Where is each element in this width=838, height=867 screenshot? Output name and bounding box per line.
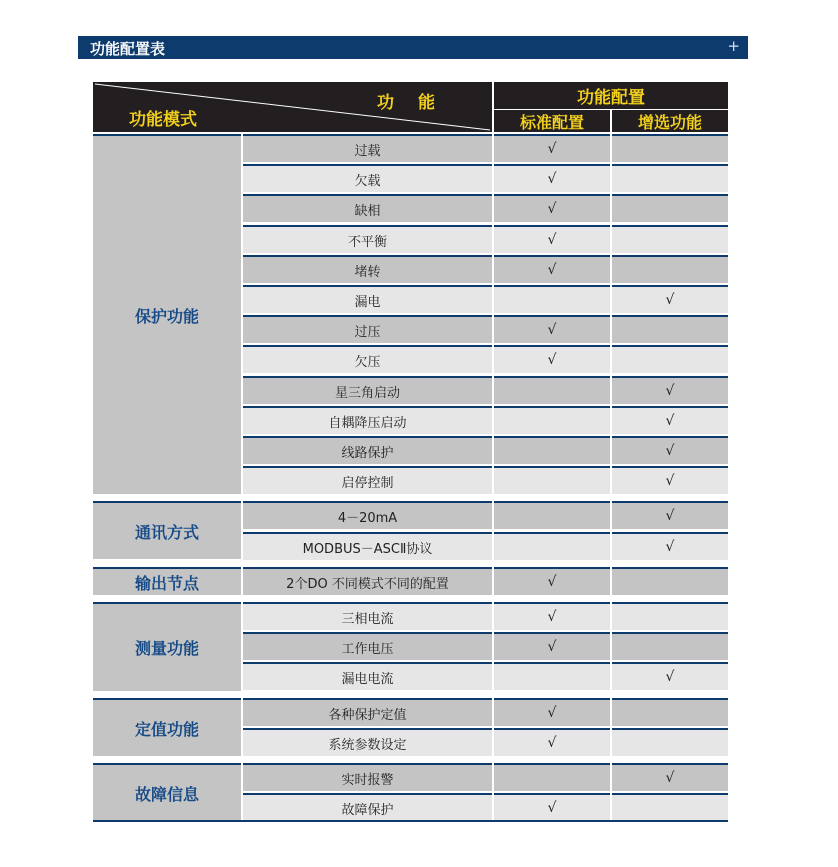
- optional-cell: [612, 164, 728, 192]
- standard-cell: [494, 225, 610, 253]
- group-name: 故障信息: [134, 784, 199, 804]
- feature-label: 不平衡: [347, 234, 387, 250]
- optional-cell: [612, 194, 728, 222]
- optional-cell: [612, 376, 728, 404]
- feature-label: 故障保护: [341, 802, 394, 818]
- feature-label: 星三角启动: [334, 385, 400, 401]
- optional-cell: [612, 763, 728, 791]
- optional-cell: [612, 662, 728, 690]
- check-mark: √: [547, 262, 557, 278]
- optional-cell: [612, 466, 728, 494]
- optional-cell: [612, 501, 728, 529]
- expand-plus-icon[interactable]: +: [727, 37, 740, 55]
- header-mode-label: 功能模式: [129, 110, 197, 130]
- group-name: 保护功能: [134, 306, 199, 326]
- check-mark: √: [665, 443, 675, 459]
- standard-cell: [494, 698, 610, 726]
- optional-cell: [612, 345, 728, 373]
- check-mark: √: [547, 735, 557, 751]
- feature-cell: [243, 345, 492, 373]
- standard-cell: [494, 602, 610, 630]
- optional-cell: [612, 532, 728, 560]
- group-name: 输出节点: [134, 573, 199, 593]
- feature-label: 4－20mA: [337, 510, 398, 526]
- standard-cell: [494, 436, 610, 464]
- group-name: 定值功能: [134, 719, 199, 739]
- feature-cell: [243, 194, 492, 222]
- standard-cell: [494, 315, 610, 343]
- check-mark: √: [547, 609, 557, 625]
- feature-cell: [243, 567, 492, 595]
- check-mark: √: [547, 800, 557, 816]
- check-mark: √: [547, 352, 557, 368]
- check-mark: √: [547, 705, 557, 721]
- feature-label: 欠压: [354, 354, 381, 370]
- check-mark: √: [665, 770, 675, 786]
- check-mark: √: [665, 508, 675, 524]
- header-mode-function: [93, 82, 492, 132]
- group-label: [93, 698, 241, 756]
- feature-label: 工作电压: [341, 641, 394, 657]
- feature-cell: [243, 315, 492, 343]
- standard-cell: [494, 532, 610, 560]
- check-mark: √: [665, 292, 675, 308]
- standard-cell: [494, 406, 610, 434]
- feature-label: 缺相: [354, 203, 381, 219]
- optional-cell: [612, 315, 728, 343]
- optional-cell: [612, 602, 728, 630]
- feature-cell: [243, 501, 492, 529]
- group-name: 测量功能: [134, 639, 199, 658]
- feature-cell: [243, 164, 492, 192]
- check-mark: √: [665, 413, 675, 429]
- feature-label: 漏电电流: [341, 671, 394, 687]
- check-mark: √: [547, 639, 557, 655]
- group-label: [93, 567, 241, 595]
- optional-cell: [612, 285, 728, 313]
- feature-cell: [243, 255, 492, 283]
- group-label: [93, 602, 241, 691]
- optional-cell: [612, 728, 728, 756]
- feature-label: 系统参数设定: [328, 737, 407, 753]
- check-mark: √: [665, 473, 675, 489]
- feature-cell: [243, 602, 492, 630]
- title-bar: [78, 36, 748, 59]
- standard-cell: [494, 567, 610, 595]
- standard-cell: [494, 728, 610, 756]
- optional-cell: [612, 255, 728, 283]
- check-mark: √: [547, 232, 557, 248]
- feature-cell: [243, 793, 492, 821]
- check-mark: √: [547, 201, 557, 217]
- feature-cell: [243, 225, 492, 253]
- feature-cell: [243, 466, 492, 494]
- feature-label: 漏电: [354, 294, 381, 310]
- group-name: 通讯方式: [134, 522, 199, 542]
- optional-cell: [612, 436, 728, 464]
- feature-label: 堵转: [354, 264, 381, 280]
- feature-label: 过载: [354, 143, 381, 159]
- feature-label: 启停控制: [341, 475, 394, 491]
- feature-cell: [243, 532, 492, 560]
- page-title: 功能配置表: [90, 40, 166, 58]
- group-label: [93, 134, 241, 494]
- standard-cell: [494, 501, 610, 529]
- feature-cell: [243, 376, 492, 404]
- standard-cell: [494, 285, 610, 313]
- standard-cell: [494, 194, 610, 222]
- header-config: 功能配置: [494, 82, 728, 109]
- feature-cell: [243, 763, 492, 791]
- feature-label: MODBUS－ASCⅡ协议: [302, 541, 433, 557]
- standard-cell: [494, 376, 610, 404]
- standard-cell: [494, 466, 610, 494]
- group-label: [93, 501, 241, 559]
- feature-cell: [243, 698, 492, 726]
- header-function-label: 功能: [377, 93, 459, 113]
- standard-cell: [494, 164, 610, 192]
- optional-cell: [612, 406, 728, 434]
- feature-label: 实时报警: [341, 772, 394, 788]
- feature-label: 自耦降压启动: [328, 415, 407, 431]
- feature-cell: [243, 134, 492, 162]
- standard-cell: [494, 793, 610, 821]
- standard-cell: [494, 632, 610, 660]
- optional-cell: [612, 793, 728, 821]
- check-mark: √: [665, 539, 675, 555]
- header-standard: 标准配置: [494, 110, 610, 132]
- optional-cell: [612, 698, 728, 726]
- standard-cell: [494, 345, 610, 373]
- feature-label: 线路保护: [341, 445, 394, 461]
- optional-cell: [612, 134, 728, 162]
- table-bottom-rule: [93, 820, 728, 822]
- header-optional: 增选功能: [612, 110, 728, 132]
- feature-cell: [243, 406, 492, 434]
- check-mark: √: [547, 322, 557, 338]
- optional-cell: [612, 632, 728, 660]
- check-mark: √: [547, 171, 557, 187]
- standard-cell: [494, 763, 610, 791]
- feature-cell: [243, 662, 492, 690]
- check-mark: √: [665, 669, 675, 685]
- feature-cell: [243, 285, 492, 313]
- check-mark: √: [665, 383, 675, 399]
- optional-cell: [612, 225, 728, 253]
- feature-cell: [243, 728, 492, 756]
- check-mark: √: [547, 141, 557, 157]
- feature-label: 2个DO 不同模式不同的配置: [286, 576, 449, 592]
- feature-label: 各种保护定值: [328, 707, 407, 723]
- standard-cell: [494, 255, 610, 283]
- group-label: [93, 763, 241, 821]
- feature-label: 过压: [354, 324, 381, 340]
- standard-cell: [494, 134, 610, 162]
- feature-cell: [243, 632, 492, 660]
- check-mark: √: [547, 574, 557, 590]
- feature-cell: [243, 436, 492, 464]
- standard-cell: [494, 662, 610, 690]
- feature-label: 欠载: [354, 173, 381, 189]
- optional-cell: [612, 567, 728, 595]
- feature-label: 三相电流: [341, 611, 394, 627]
